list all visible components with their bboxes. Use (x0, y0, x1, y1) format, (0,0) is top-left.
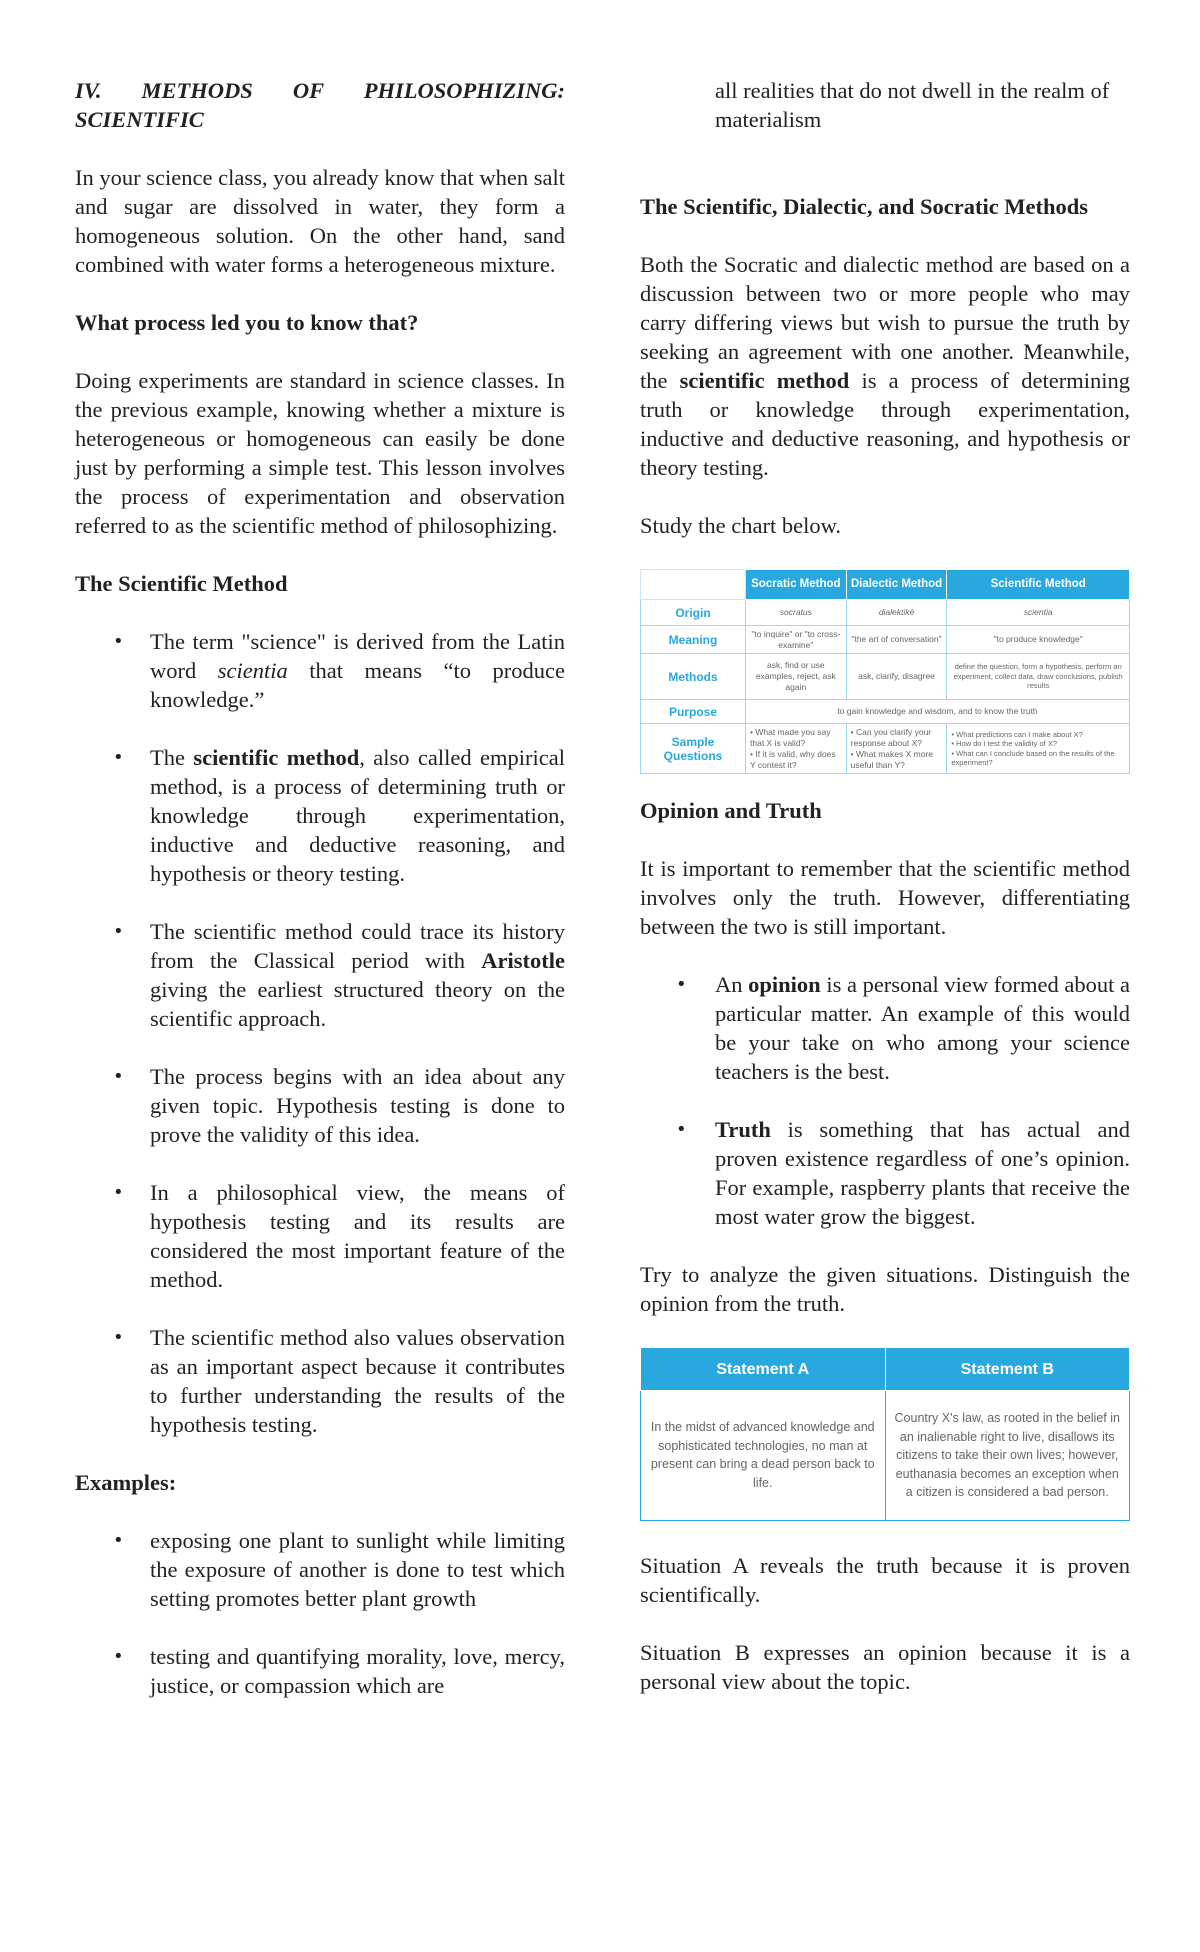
list-item: • exposing one plant to sunlight while limiting the exposure of another is done to test which setting promotes better plant growth (75, 1526, 565, 1613)
scientific-method-list (75, 627, 565, 1439)
list-item: • In a philosophical view, the means of hypothesis testing and its results are considered the most important feature of the method. (75, 1178, 565, 1294)
header-socratic: Socratic Method (746, 570, 847, 600)
table-cell: to gain knowledge and wisdom, and to know the truth (746, 700, 1130, 724)
intro-paragraph: In your science class, you already know that when salt and sugar are dissolved in water, they form a homogeneous solution. On the other hand, sand combined with water forms a heterogeneous mixture. (75, 165, 565, 277)
left-column (75, 76, 565, 1700)
situation-a-text: Situation A reveals the truth because it is proven scientifically. (640, 1552, 1130, 1607)
table-cell: "to produce knowledge" (947, 626, 1130, 654)
statement-b-text: Country X's law, as rooted in the belief in an inalienable right to live, disallows its citizens to take their own lives; however, euthanasia becomes an exception when a citizen is considered a bad person. (885, 1391, 1130, 1521)
table-row (641, 724, 1130, 774)
situation-b-text: Situation B expresses an opinion because it is a personal view about the topic. (640, 1639, 1130, 1694)
section-title: IV. METHODS OF PHILOSOPHIZING: SCIENTIFIC (75, 78, 565, 132)
study-text: Study the chart below. (640, 513, 841, 538)
table-cell: socratus (746, 600, 847, 626)
table-cell: scientia (947, 600, 1130, 626)
list-item: • The scientific method also values observation as an important aspect because it contributes to further understanding the results of the hypothesis testing. (75, 1323, 565, 1439)
methods-paragraph: Both the Socratic and dialectic method are based on a discussion between two or more people who may carry differing views but wish to pursue the truth by seeking an agreement with one another. Meanwhile, the scientific method is a process of determining truth or knowledge through experimentation, inductive and deductive reasoning, and hypothesis or theory testing. (640, 252, 1130, 480)
statement-table (640, 1347, 1130, 1521)
table-row (641, 654, 1130, 700)
answer-paragraph: Doing experiments are standard in science classes. In the previous example, knowing whether a mixture is heterogeneous or homogeneous can easily be done just by performing a simple test. This lesson involves the process of experimentation and observation referred to as the scientific method of philosophizing. (75, 368, 565, 538)
list-item: • testing and quantifying morality, love, mercy, justice, or compassion which are (75, 1642, 565, 1700)
row-label-origin: Origin (641, 600, 746, 626)
statement-a-text: In the midst of advanced knowledge and sophisticated technologies, no man at present can bring a dead person back to life. (641, 1391, 886, 1521)
table-cell: define the question, form a hypothesis, perform an experiment, collect data, draw conclusions, publish results (947, 654, 1130, 700)
list-item: • The process begins with an idea about any given topic. Hypothesis testing is done to prove the validity of this idea. (75, 1062, 565, 1149)
header-statement-b: Statement B (885, 1348, 1130, 1391)
methods-heading: The Scientific, Dialectic, and Socratic Methods (640, 194, 1089, 219)
opinion-truth-list (640, 970, 1130, 1231)
examples-heading: Examples: (75, 1470, 177, 1495)
table-row (641, 626, 1130, 654)
header-scientific: Scientific Method (947, 570, 1130, 600)
table-cell: • Can you clarify your response about X? • What makes X more useful than Y? (846, 724, 947, 774)
opinion-paragraph: It is important to remember that the scientific method involves only the truth. However, differentiating between the two is still important. (640, 856, 1130, 939)
opinion-truth-heading: Opinion and Truth (640, 798, 822, 823)
table-row (641, 600, 1130, 626)
table-cell: ask, clarify, disagree (846, 654, 947, 700)
header-dialectic: Dialectic Method (846, 570, 947, 600)
list-item: • The term "science" is derived from the Latin word scientia that means “to produce knowledge.” (75, 627, 565, 714)
table-corner (641, 570, 746, 600)
table-row (641, 1391, 1130, 1521)
table-cell: ask, find or use examples, reject, ask again (746, 654, 847, 700)
table-cell: "to inquire" or "to cross-examine" (746, 626, 847, 654)
table-cell: "the art of conversation" (846, 626, 947, 654)
table-cell: • What predictions can I make about X? • How do I test the validity of X? • What can I conclude based on the results of the experiment? (947, 724, 1130, 774)
row-label-meaning: Meaning (641, 626, 746, 654)
examples-list (75, 1526, 565, 1700)
list-item: • An opinion is a personal view formed about a particular matter. An example of this would be your take on who among your science teachers is the best. (640, 970, 1130, 1086)
list-item: • The scientific method could trace its history from the Classical period with Aristotle giving the earliest structured theory on the scientific approach. (75, 917, 565, 1033)
table-cell: • What made you say that X is valid? • If it is valid, why does Y contest it? (746, 724, 847, 774)
try-paragraph: Try to analyze the given situations. Distinguish the opinion from the truth. (640, 1262, 1130, 1316)
header-statement-a: Statement A (641, 1348, 886, 1391)
method-comparison-table (640, 569, 1130, 774)
row-label-purpose: Purpose (641, 700, 746, 724)
list-item: • Truth is something that has actual and proven existence regardless of one’s opinion. For example, raspberry plants that receive the most water grow the biggest. (640, 1115, 1130, 1231)
row-label-questions: Sample Questions (641, 724, 746, 774)
list-item: • The scientific method, also called empirical method, is a process of determining truth or knowledge through experimentation, inductive and deductive reasoning, and hypothesis or theory testing. (75, 743, 565, 888)
row-label-methods: Methods (641, 654, 746, 700)
continued-text: all realities that do not dwell in the realm of materialism (715, 78, 1110, 132)
question-heading: What process led you to know that? (75, 310, 419, 335)
table-cell: dialektikē (846, 600, 947, 626)
right-column (640, 76, 1130, 1696)
scientific-method-heading: The Scientific Method (75, 571, 288, 596)
table-row (641, 700, 1130, 724)
